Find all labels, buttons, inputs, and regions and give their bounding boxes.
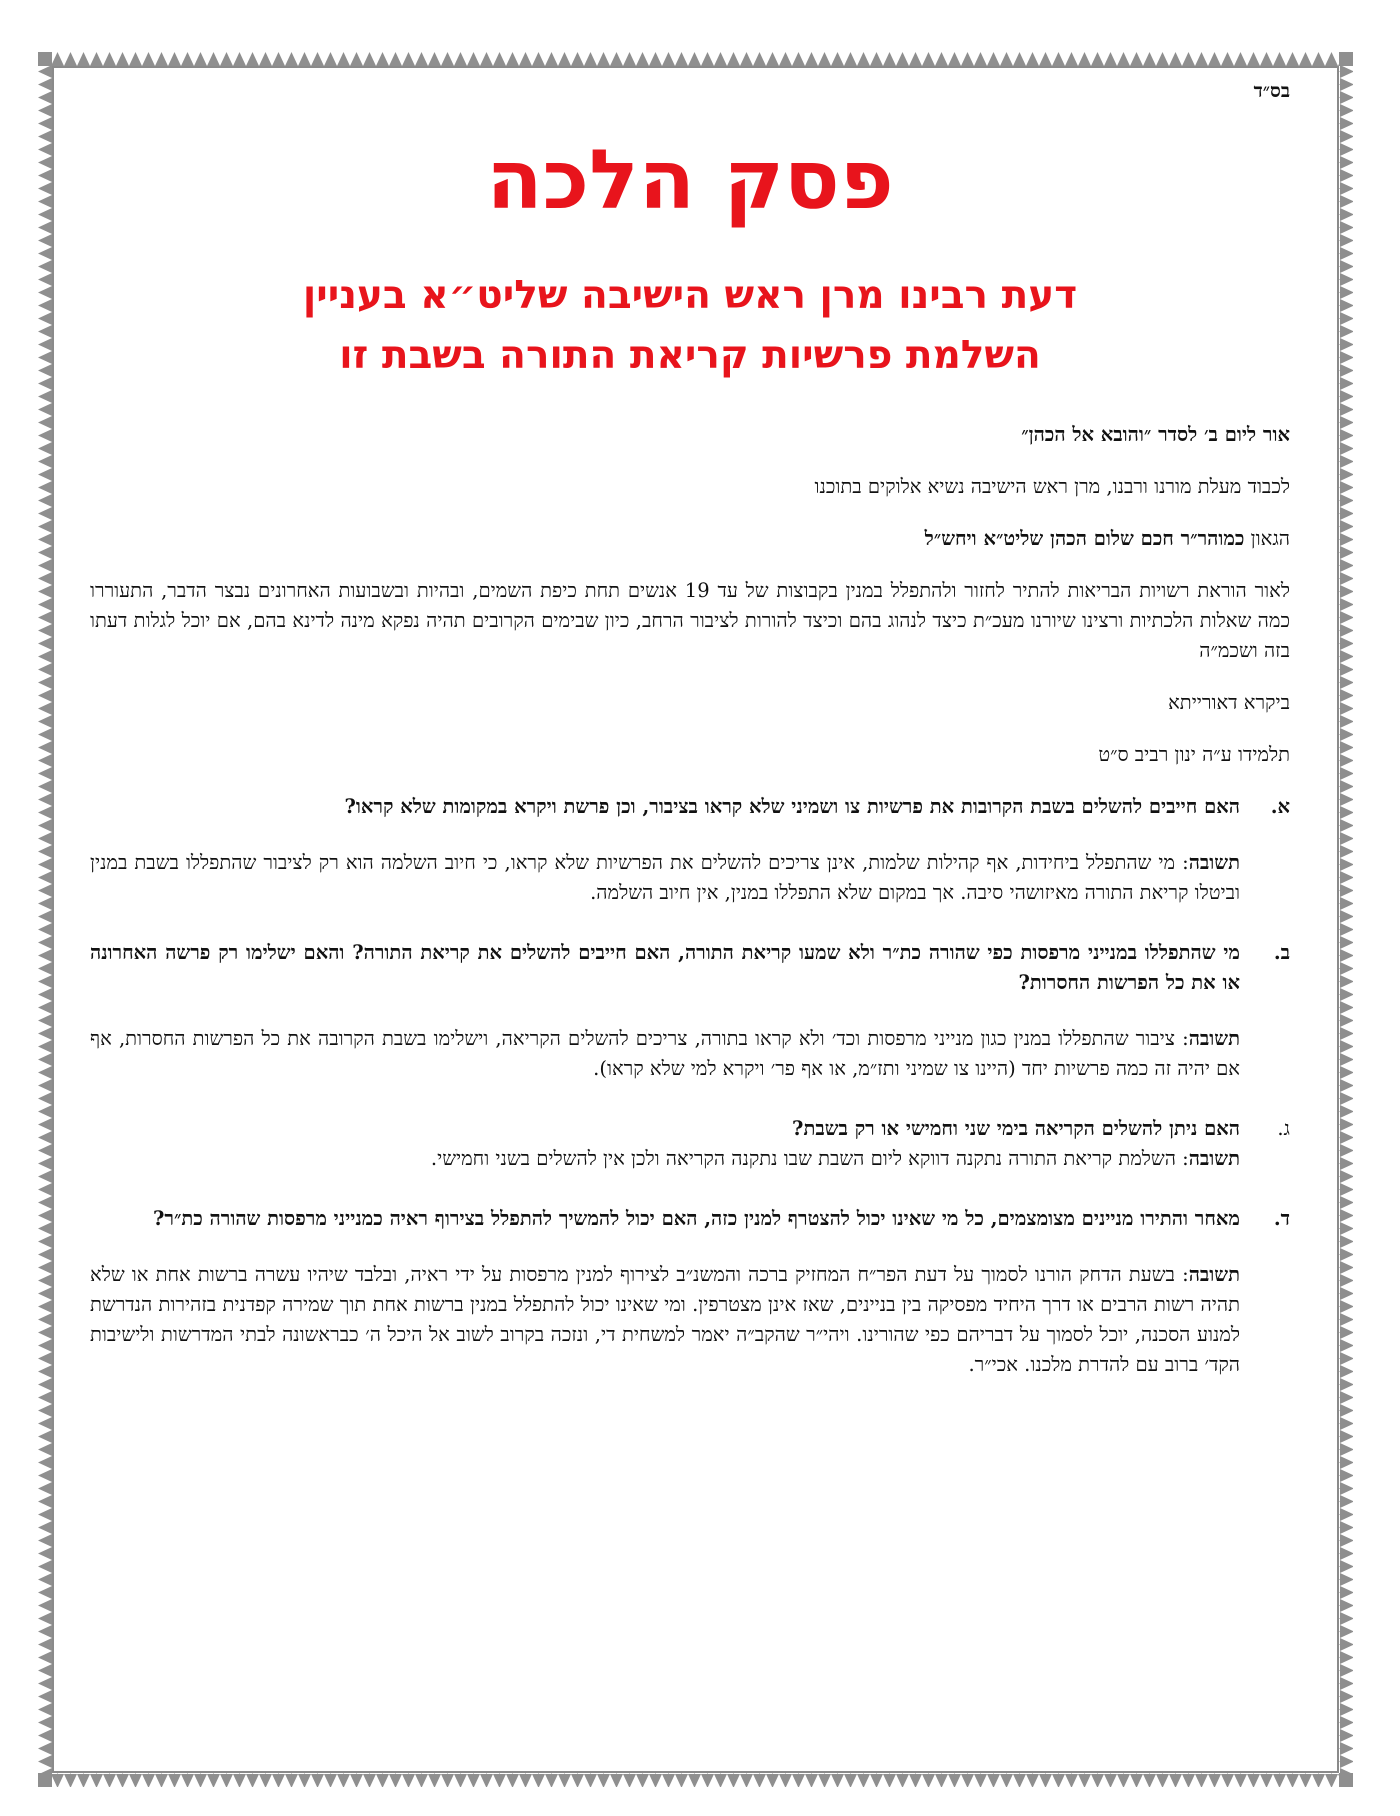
date-line: אור ליום ב׳ לסדר ״והובא אל הכהן״ [1021, 423, 1290, 446]
answer-d [90, 1260, 1240, 1380]
closing-line-1: ביקרא דאורייתא [1168, 691, 1290, 714]
question-marker: א. [1270, 795, 1290, 818]
page-subtitle [90, 266, 1290, 386]
request-paragraph: לאור הוראת רשויות הבריאות להתיר לחזור ולהתפלל במנין בקבוצות של עד 19 אנשים תחת כיפת השמים, ובהיות ובשבועות האחרונים נבצר הדבר, התעוררו כמה שאלות הלכתיות ורצינו שיורנו מעכ״ת כיצד לנהוג בהם וכיצד להורות לציבור הרחב, כיון שבימים הקרובים תהיה נפקא מינה לדינא בהם, אם יוכל לגלות דעתו בזה ושכמ״ה [90, 579, 1290, 662]
gaon-name: כמוהר״ר חכם שלום הכהן שליט״א ויחש״ל [924, 527, 1245, 550]
question-marker: ג. [1277, 1117, 1290, 1140]
question-d [90, 1204, 1290, 1234]
question-marker: ב. [1273, 941, 1290, 964]
page-title: פסק הלכה [486, 133, 894, 228]
question-text: מאחר והתירו מניינים מצומצמים, כל מי שאינו יכול להצטרף למנין כזה, האם יכול להמשיך להתפלל בצירוף ראיה כמנייני מרפסות שהורה כת״ר? [152, 1207, 1240, 1230]
answer-text: : בשעת הדחק הורנו לסמוך על דעת הפר״ח המחזיק ברכה והמשנ״ב לצירוף למנין מרפסות על ידי ראיה, ובלבד שיהיו עשרה ברשות אחת או שלא תהיה רשות הרבים או דרך היחיד מפסיקה בין בניינים, שאז אינן מצטרפין. ומי שאינו יכול להתפלל במנין ברשות אחת תוך שמירה קפדנית בזהירות הנדרשת למנוע הסכנה, יוכל לסמוך על דבריהם כפי שהורינו. ויהי״ר שהקב״ה יאמר למשחית די, ונזכה בקרוב לשוב אל היכל ה׳ כבראשונה לבתי המדרשות ולישיבות הקד׳ ברוב עם להדרת מלכנו. אכי״ר. [90, 1263, 1240, 1376]
answer-label: תשובה [1188, 1263, 1240, 1286]
answer-text: : השלמת קריאת התורה נתקנה דווקא ליום השבת שבו נתקנה הקריאה ולכן אין להשלים בשני וחמישי. [430, 1147, 1189, 1170]
answer-c [90, 1144, 1240, 1174]
answer-label: תשובה [1188, 1027, 1240, 1050]
answer-label: תשובה [1188, 1147, 1240, 1170]
subtitle-line-2: השלמת פרשיות קריאת התורה בשבת זו [339, 333, 1041, 378]
answer-b [90, 1024, 1240, 1084]
question-text: האם ניתן להשלים הקריאה בימי שני וחמישי או רק בשבת? [792, 1117, 1240, 1140]
answer-text: : מי שהתפלל ביחידות, אף קהילות שלמות, אינן צריכים להשלים את הפרשיות שלא קראו, כי חיוב השלמה הוא רק לציבור שהתפללו בשבת במנין וביטלו קריאת התורה מאיזושהי סיבה. אך במקום שלא התפללו במנין, אין חיוב השלמה. [90, 851, 1240, 904]
answer-a [90, 848, 1240, 908]
bsd-header: בס״ד [1253, 80, 1290, 102]
question-c [90, 1114, 1290, 1144]
document-page [90, 80, 1290, 1760]
answer-label: תשובה [1188, 851, 1240, 874]
closing-line-2: תלמידו ע״ה ינון רביב ס״ט [1098, 743, 1290, 766]
answer-text: : ציבור שהתפללו במנין כגון מנייני מרפסות וכד׳ ולא קראו בתורה, צריכים להשלים הקריאה, וישלימו בשבת הקרובה את כל הפרשות החסרות, אף אם יהיה זה כמה פרשיות יחד (היינו צו שמיני ותז״מ, או אף פר׳ ויקרא למי שלא קראו). [90, 1027, 1240, 1080]
question-b [90, 938, 1290, 998]
gaon-prefix: הגאון [1250, 527, 1290, 550]
document-body [90, 420, 1290, 1410]
gaon-line [90, 524, 1290, 554]
question-text: מי שהתפללו במנייני מרפסות כפי שהורה כת״ר ולא שמעו קריאת התורה, האם חייבים להשלים את קריאת התורה? והאם ישלימו רק פרשה האחרונה או את כל הפרשות החסרות? [90, 941, 1240, 994]
address-line: לכבוד מעלת מורנו ורבנו, מרן ראש הישיבה נשיא אלוקים בתוכנו [814, 475, 1290, 498]
question-a [90, 792, 1290, 822]
question-marker: ד. [1273, 1207, 1290, 1230]
subtitle-line-1: דעת רבינו מרן ראש הישיבה שליט״א בעניין [302, 273, 1078, 318]
question-text: האם חייבים להשלים בשבת הקרובות את פרשיות צו ושמיני שלא קראו בציבור, וכן פרשת ויקרא במקומות שלא קראו? [344, 795, 1240, 818]
